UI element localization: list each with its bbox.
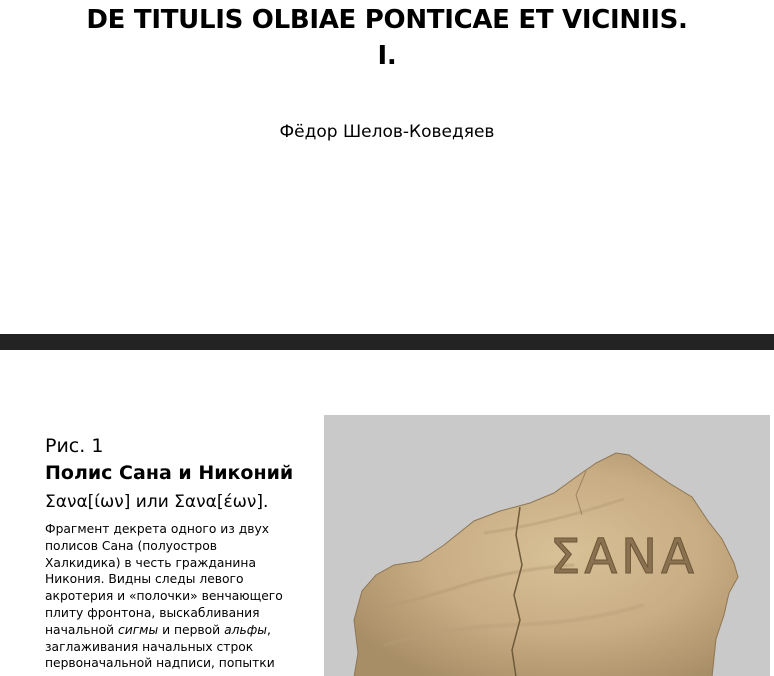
description-italic-alpha: альфы [224,622,267,637]
title-page [0,0,774,334]
figure-title: Полис Сана и Никоний [45,462,294,484]
figure-page [0,350,774,676]
figure-label: Рис. 1 [45,435,104,457]
inscription-photo [324,415,770,676]
figure-description [45,521,295,672]
description-italic-sigma: сигмы [117,622,159,637]
document-title-line-2: I. [377,41,397,71]
page-separator [0,334,774,350]
stone-fragment-image [324,415,770,676]
description-text: Фрагмент декрета одного из двух полисов Сана (полуостров Халкидика) в честь гражданина Никония. Видны следы левого акротерия и «полочки» венчающего плиту фронтона, выскабливания начальной [45,522,283,637]
author-name: Фёдор Шелов-Коведяев [279,122,495,142]
document-title-line-1: DE TITULIS OLBIAE PONTICAE ET VICINIIS. [86,5,688,35]
engraved-inscription: ΣΑΝΑ [550,529,698,585]
figure-caption [45,433,295,672]
description-text: , заглаживания начальных строк первоначальной надписи, попытки [45,622,275,671]
figure-greek-name: Σανα[ίων] или Σανα[έων]. [45,492,269,512]
description-text: и первой [158,622,225,637]
